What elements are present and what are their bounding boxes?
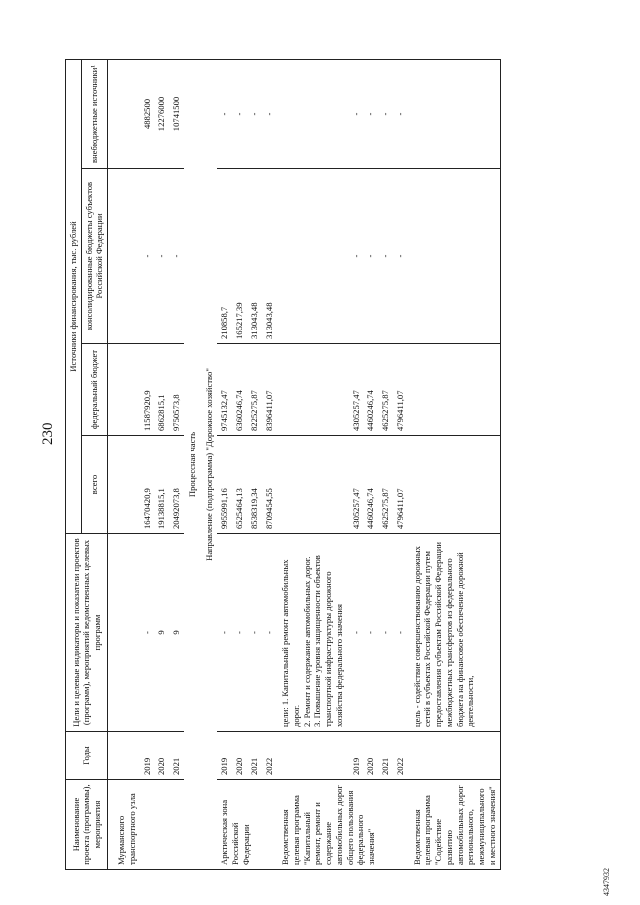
cell-goal: 9	[154, 534, 169, 732]
cell-total: 4796411,07	[393, 436, 408, 534]
header-federal: федеральный бюджет	[81, 344, 107, 436]
cell-year: 2022	[393, 732, 408, 780]
cell-total: 4460246,74	[363, 436, 378, 534]
cell-year: 2022	[262, 732, 277, 780]
document-code: 4347932	[602, 868, 611, 896]
funding-table	[65, 59, 501, 870]
header-goals: Цели и целевые индикаторы и показатели проектов (программ), мероприятий ведомственных целевых программ	[66, 534, 108, 732]
cell-federal: 4625275,87	[378, 344, 393, 436]
cell-federal: 8396411,07	[262, 344, 277, 436]
cell-federal: 9745132,47	[217, 344, 232, 436]
cell-regional: -	[378, 169, 393, 344]
table-header-row	[66, 59, 82, 869]
cell-total: 8538319,34	[247, 436, 262, 534]
table-row	[408, 59, 500, 869]
cell-total: 6525464,13	[232, 436, 247, 534]
cell-year: 2019	[217, 732, 232, 780]
direction-title: Направление (подпрограмма) "Дорожное хозяйство"	[201, 59, 218, 869]
cell-federal: 6862815,1	[154, 344, 169, 436]
cell-goal: -	[363, 534, 378, 732]
table-row	[276, 59, 348, 869]
table-row	[232, 59, 247, 869]
cell-regional: -	[154, 169, 169, 344]
cell-goal-text: цель - содействие совершенствованию дорожных сетей в субъектах Российской Федерации путем предоставления субъектам Российской Федерации межбюджетных трансфертов из федерального бюджета на финансовое обеспечение дорожной деятельности,	[408, 534, 500, 732]
cell-goal: -	[247, 534, 262, 732]
cell-total: 9955991,16	[217, 436, 232, 534]
cell-extra: 10741500	[169, 59, 184, 168]
cell-year: 2020	[232, 732, 247, 780]
cell-year: 2020	[363, 732, 378, 780]
cell-federal: 4460246,74	[363, 344, 378, 436]
cell-total: 20492073,8	[169, 436, 184, 534]
table-row	[378, 59, 393, 869]
cell-goal: -	[393, 534, 408, 732]
cell-total: 16470420,9	[140, 436, 155, 534]
direction-row	[201, 59, 218, 869]
cell-regional: -	[349, 169, 364, 344]
cell-extra: -	[349, 59, 364, 168]
cell-extra: -	[378, 59, 393, 168]
section-row	[184, 59, 201, 869]
cell-regional: 313043,48	[262, 169, 277, 344]
cell-year: 2021	[247, 732, 262, 780]
cell-year: 2021	[169, 732, 184, 780]
cell-federal: 4305257,47	[349, 344, 364, 436]
cell-goal: -	[349, 534, 364, 732]
cell-extra: 4882500	[140, 59, 155, 168]
cell-regional: -	[363, 169, 378, 344]
section-title: Процессная часть	[184, 59, 201, 869]
header-total: всего	[81, 436, 107, 534]
cell-goal: -	[262, 534, 277, 732]
table-row	[247, 59, 262, 869]
cell-extra: -	[247, 59, 262, 168]
header-regional: консолидированные бюджеты субъектов Российской Федерации	[81, 169, 107, 344]
cell-name: Арктическая зона Российской Федерации	[217, 780, 276, 870]
cell-federal: 11587920,9	[140, 344, 155, 436]
cell-goal: 9	[169, 534, 184, 732]
cell-goal: -	[378, 534, 393, 732]
cell-federal: 6360246,74	[232, 344, 247, 436]
cell-extra: -	[262, 59, 277, 168]
table-row	[140, 59, 155, 869]
cell-name: Ведомственная целевая программа "Содействие развитию автомобильных дорог регионального, межмуниципального и местного значения"	[408, 780, 500, 870]
cell-goal: -	[217, 534, 232, 732]
table-row	[363, 59, 378, 869]
header-years: Годы	[66, 732, 108, 780]
table-row	[262, 59, 277, 869]
cell-regional: -	[169, 169, 184, 344]
cell-year: 2020	[154, 732, 169, 780]
cell-total: 4625275,87	[378, 436, 393, 534]
cell-total: 19138815,1	[154, 436, 169, 534]
cell-year: 2019	[140, 732, 155, 780]
cell-regional: -	[140, 169, 155, 344]
cell-extra: 12276000	[154, 59, 169, 168]
cell-name: Мурманского транспортного узла	[108, 780, 140, 870]
cell-federal: 9750573,8	[169, 344, 184, 436]
cell-regional: 210858,7	[217, 169, 232, 344]
table-row	[154, 59, 169, 869]
cell-regional: -	[393, 169, 408, 344]
page-number: 230	[40, 422, 56, 445]
table-row	[349, 59, 364, 869]
cell-extra: -	[393, 59, 408, 168]
cell-extra: -	[232, 59, 247, 168]
cell-regional: 313043,48	[247, 169, 262, 344]
cell-extra: -	[217, 59, 232, 168]
cell-regional: 165217,39	[232, 169, 247, 344]
table-row	[393, 59, 408, 869]
header-extra: внебюджетные источники¹	[81, 59, 107, 168]
cell-goal: -	[140, 534, 155, 732]
table-row	[217, 59, 232, 869]
cell-name: Ведомственная целевая программа "Капитальный ремонт, ремонт и содержание автомобильных дорог общего пользования федерального значения"	[276, 780, 407, 870]
header-name: Наименование проекта (программы), мероприятия	[66, 780, 108, 870]
cell-total: 8709454,55	[262, 436, 277, 534]
table-row	[108, 59, 140, 869]
cell-federal: 4796411,07	[393, 344, 408, 436]
cell-goal-text: цели: 1. Капитальный ремонт автомобильных дорог. 2. Ремонт и содержание автомобильных дорог. 3. Повышение уровня защищенности объектов транспортной инфраструктуры дорожного хозяйства федерального значения	[276, 534, 348, 732]
cell-federal: 8225275,87	[247, 344, 262, 436]
cell-total: 4305257,47	[349, 436, 364, 534]
table-row	[169, 59, 184, 869]
cell-year: 2021	[378, 732, 393, 780]
cell-extra: -	[363, 59, 378, 168]
cell-goal: -	[232, 534, 247, 732]
header-funding-group: Источники финансирования, тыс. рублей	[66, 59, 82, 533]
cell-year: 2019	[349, 732, 364, 780]
rotated-page-content	[65, 60, 615, 870]
